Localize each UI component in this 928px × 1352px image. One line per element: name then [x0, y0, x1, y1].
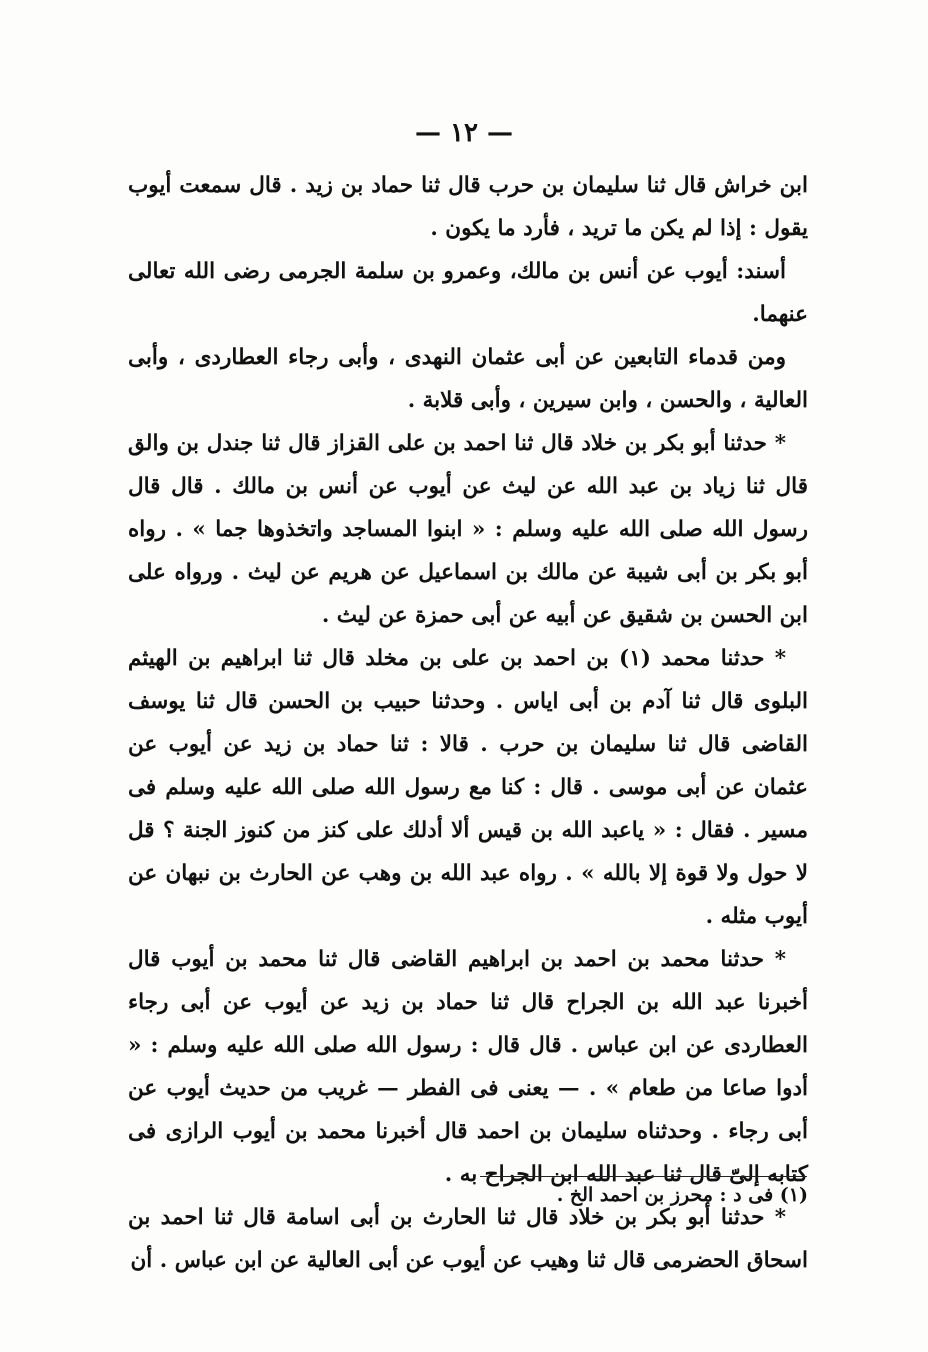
paragraph: * حدثنا أبو بكر بن خلاد قال ثنا الحارث بن أبى اسامة قال ثنا احمد بن اسحاق الحضرمى قال ثنا وهيب عن أيوب عن أبى العالية عن ابن عباس . أن [128, 1205, 808, 1273]
footnote: (١) فى د : محرز بن احمد الخ . [556, 1184, 808, 1206]
page-number: — ١٢ — [414, 118, 514, 148]
paragraph: * حدثنا محمد (١) بن احمد بن على بن مخلد قال ثنا ابراهيم بن الهيثم البلوى قال ثنا آدم بن أبى اياس . وحدثنا حبيب بن الحسن قال ثنا يوسف القاضى قال ثنا سليمان بن حرب . قالا : ثنا حماد بن زيد عن أيوب عن عثمان عن أبى موسى . قال : كنا مع رسول الله صلى الله عليه وسلم فى مسير . فقال : « ياعبد الله بن قيس ألا أدلك على كنز من كنوز الجنة ؟ قل لا حول ولا قوة إلا بالله » . رواه عبد الله بن وهب عن الحارث بن نبهان عن أيوب مثله . [128, 646, 808, 929]
paragraph: * حدثنا أبو بكر بن خلاد قال ثنا احمد بن على القزاز قال ثنا جندل بن والق قال ثنا زياد بن عبد الله عن ليث عن أيوب عن أنس بن مالك . قال قال رسول الله صلى الله عليه وسلم : « ابنوا المساجد واتخذوها جما » . رواه أبو بكر بن أبى شيبة عن مالك بن اسماعيل عن هريم عن ليث . ورواه على ابن الحسن بن شقيق عن أبيه عن أبى حمزة عن ليث . [128, 431, 808, 628]
paragraph: ومن قدماء التابعين عن أبى عثمان النهدى ، وأبى رجاء العطاردى ، وأبى العالية ، والحسن ، وابن سيرين ، وأبى قلابة . [128, 345, 808, 413]
paragraph: أسند: أيوب عن أنس بن مالك، وعمرو بن سلمة الجرمى رضى الله تعالى عنهما. [128, 259, 808, 327]
body-text [128, 164, 808, 1282]
footnote-divider [480, 1176, 807, 1177]
paragraph: * حدثنا محمد بن احمد بن ابراهيم القاضى قال ثنا محمد بن أيوب قال أخبرنا عبد الله بن الجراح قال ثنا حماد بن زيد عن أيوب عن أبى رجاء العطاردى عن ابن عباس . قال قال : رسول الله صلى الله عليه وسلم : « أدوا صاعا من طعام » . — يعنى فى الفطر — غريب من حديث أيوب عن أبى رجاء . وحدثناه سليمان بن احمد قال أخبرنا محمد بن أيوب الرازى فى كتابه إلىّ قال ثنا عبد الله ابن الجراح به . [128, 947, 808, 1187]
paragraph: ابن خراش قال ثنا سليمان بن حرب قال ثنا حماد بن زيد . قال سمعت أيوب يقول : إذا لم يكن ما تريد ، فأرد ما يكون . [128, 173, 808, 241]
